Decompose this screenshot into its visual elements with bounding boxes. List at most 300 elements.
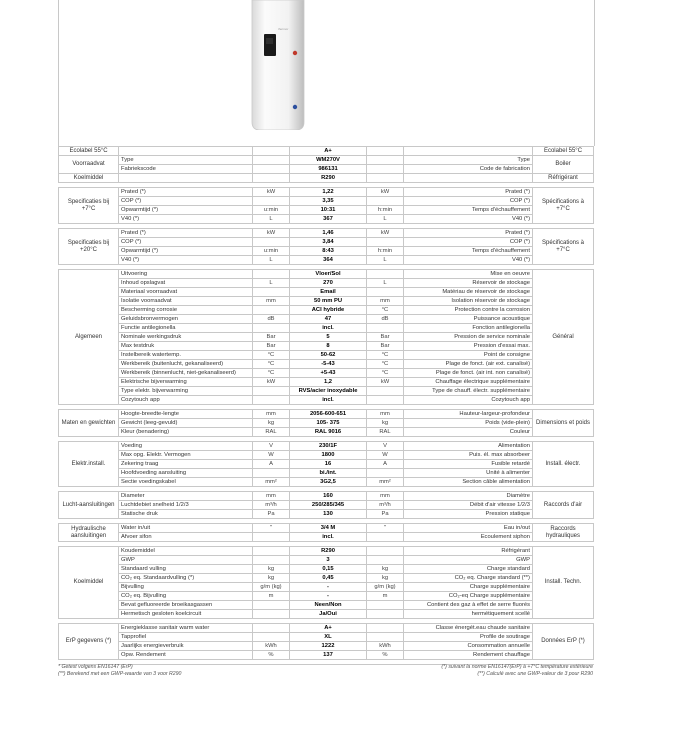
unit-nl: u:min [253,247,290,256]
label-nl: CO₂ eq. Bijvulling [119,592,253,601]
group-spec7-row [59,215,594,224]
label-fr: Pression de service nominale [404,333,533,342]
value-cell: Email [290,288,367,297]
label-fr: Couleur [404,428,533,437]
section-label-nl: Hydraulische aansluitingen [59,524,119,542]
label-fr: Profile de soutirage [404,633,533,642]
label-nl: Nominale werkingsdruk [119,333,253,342]
label-nl: Diameter [119,492,253,501]
unit-nl: Bar [253,342,290,351]
value-cell: 3/4 M [290,524,367,533]
label-fr: Alimentation [404,442,533,451]
label-fr: hermétiquement scellé [404,610,533,619]
section-label-nl: ErP gegevens (*) [59,624,119,660]
unit-fr [367,556,404,565]
label-fr: Consommation annuelle [404,642,533,651]
unit-nl: V [253,442,290,451]
group-spec20-row [59,229,594,238]
label-fr: Classe énergét.eau chaude sanitaire [404,624,533,633]
label-nl: Inhoud opslagvat [119,279,253,288]
group-elektr-row [59,478,594,487]
label-fr: Isolation réservoir de stockage [404,297,533,306]
value-cell: 986131 [290,165,367,174]
unit-nl: °C [253,360,290,369]
unit-nl: u:min [253,206,290,215]
group-algemeen-row [59,324,594,333]
group-spec20-row [59,256,594,265]
section-label-fr: Dimensions et poids [533,410,594,437]
group-algemeen-row [59,297,594,306]
label-fr: Plage de fonct. (air ext. canalisé) [404,360,533,369]
group-elektr-row [59,469,594,478]
section-label-fr: Général [533,270,594,405]
unit-fr: kg [367,419,404,428]
label-fr: Réfrigérant [404,547,533,556]
value-cell: +5-43 [290,369,367,378]
section-label-fr: Raccords d'air [533,492,594,519]
value-cell: 3,35 [290,197,367,206]
value-cell: incl. [290,533,367,542]
label-fr: Réservoir de stockage [404,279,533,288]
label-nl: Instelbereik watertemp. [119,351,253,360]
value-cell: Ja/Oui [290,610,367,619]
value-cell: 3 [290,556,367,565]
unit-fr: mm [367,492,404,501]
label-nl: GWP [119,556,253,565]
footnote-nl-1: * Getest volgens EN16147 (ErP) [58,664,133,670]
label-nl: Bijvulling [119,583,253,592]
group-algemeen-row [59,396,594,405]
unit-fr: kW [367,188,404,197]
label-nl: Water in/uit [119,524,253,533]
footnote-nl-2: (**) Berekend met een GWP-waarde van 3 voor R290 [58,671,182,677]
value-cell: incl. [290,396,367,405]
label-nl: Type [119,156,253,165]
section-label-fr: Ecolabel 55°C [533,147,594,156]
label-fr: Fonction antilegionella [404,324,533,333]
unit-nl [253,547,290,556]
group-maten-row [59,428,594,437]
blank-cell [367,147,404,156]
unit-nl [253,288,290,297]
unit-fr: kWh [367,642,404,651]
value-cell: 1,2 [290,378,367,387]
unit-fr [367,324,404,333]
unit-nl [253,165,290,174]
unit-nl: kg [253,574,290,583]
unit-nl: kg [253,419,290,428]
section-label-nl: Ecolabel 55°C [59,147,119,156]
group-koel-row [59,574,594,583]
label-fr: Cozytouch app [404,396,533,405]
label-fr: Code de fabrication [404,165,533,174]
section-label-fr: Spécifications à +7°C [533,229,594,265]
unit-nl: " [253,524,290,533]
label-fr: Puissance acoustique [404,315,533,324]
label-nl: Werkbereik (binnenlucht, niet-gekanaliseerd) [119,369,253,378]
label-nl: Max opg. Elektr. Vermogen [119,451,253,460]
unit-fr: L [367,279,404,288]
value-cell: 16 [290,460,367,469]
value-cell: 8 [290,342,367,351]
group-erp-row [59,642,594,651]
group-spec20-row [59,247,594,256]
label-nl: Afvoer sifon [119,533,253,542]
unit-nl: mm [253,492,290,501]
blank-cell [119,147,253,156]
group-algemeen-row [59,315,594,324]
value-cell: 367 [290,215,367,224]
group-algemeen-row [59,387,594,396]
unit-fr: Bar [367,333,404,342]
unit-nl: mm [253,297,290,306]
unit-fr: mm [367,410,404,419]
unit-fr: g/m (kg) [367,583,404,592]
unit-fr: h:min [367,247,404,256]
label-fr: Contient des gaz à effet de serre fluorés [404,601,533,610]
value-cell: 47 [290,315,367,324]
label-nl: CO₂ eq. Standaardvulling (*) [119,574,253,583]
value-cell: R290 [290,174,367,183]
section-label-fr: Données ErP (*) [533,624,594,660]
label-fr: Point de consigne [404,351,533,360]
label-nl: Voeding [119,442,253,451]
product-image-area [58,0,595,146]
value-cell: incl. [290,324,367,333]
label-nl: Bescherming corrosie [119,306,253,315]
value-cell: 10:31 [290,206,367,215]
unit-fr [367,533,404,542]
label-nl: Tapprofiel [119,633,253,642]
blank-cell [119,174,253,183]
unit-nl: kWh [253,642,290,651]
section-label-nl: Koelmiddel [59,547,119,619]
unit-nl: m [253,592,290,601]
label-fr: Charge supplémentaire [404,583,533,592]
label-fr: Rendement chauffage [404,651,533,660]
group-algemeen-row [59,342,594,351]
value-cell: 250/285/345 [290,501,367,510]
boiler-group-row [59,165,594,174]
value-cell: 8:43 [290,247,367,256]
unit-fr: Pa [367,510,404,519]
unit-fr: L [367,215,404,224]
unit-nl [253,624,290,633]
group-algemeen-row [59,360,594,369]
section-label-fr: Raccords hydrauliques [533,524,594,542]
unit-nl: kW [253,229,290,238]
label-nl: Bevat gefluoreerde broeikasgassen [119,601,253,610]
unit-fr: h:min [367,206,404,215]
value-cell: 50-62 [290,351,367,360]
section-label-nl: Algemeen [59,270,119,405]
unit-nl: m³/h [253,501,290,510]
label-nl: Opwarmtijd (*) [119,247,253,256]
section-label-fr: Boiler [533,156,594,174]
value-cell: 1,46 [290,229,367,238]
label-fr: Hauteur-largeur-profondeur [404,410,533,419]
section-label-nl: Specificaties bij +7°C [59,188,119,224]
unit-nl: °C [253,369,290,378]
value-cell: 137 [290,651,367,660]
section-label-fr: Spécifications à +7°C [533,188,594,224]
value-cell: Neen/Non [290,601,367,610]
label-fr: Plage de fonct. (air int. non canalisé) [404,369,533,378]
group-spec20-row [59,238,594,247]
label-nl: V40 (*) [119,256,253,265]
value-cell: 160 [290,492,367,501]
group-erp-row [59,633,594,642]
footnotes-fr [441,664,593,678]
unit-fr: dB [367,315,404,324]
label-nl: V40 (*) [119,215,253,224]
label-fr: COP (*) [404,197,533,206]
label-fr: Section câble alimentation [404,478,533,487]
value-cell: bi./int. [290,469,367,478]
unit-fr: kW [367,378,404,387]
label-nl: Max testdruk [119,342,253,351]
section-label-nl: Maten en gewichten [59,410,119,437]
unit-fr: kg [367,565,404,574]
group-lucht-row [59,501,594,510]
label-nl: Type elektr. bijverwarming [119,387,253,396]
group-algemeen-row [59,378,594,387]
label-nl: Uitvoering [119,270,253,279]
blank-cell [367,174,404,183]
unit-fr [367,396,404,405]
group-koel-row [59,547,594,556]
group-hydr-row [59,533,594,542]
unit-fr: W [367,451,404,460]
ecolabel-row [59,147,594,156]
label-nl: Opwarmtijd (*) [119,206,253,215]
section-label-nl: Lucht-aansluitingen [59,492,119,519]
group-algemeen-row [59,306,594,315]
blank-cell [404,174,533,183]
unit-fr: °C [367,351,404,360]
group-koel-row [59,610,594,619]
value-cell: - [290,592,367,601]
value-cell: 1800 [290,451,367,460]
label-nl: Fabriekscode [119,165,253,174]
label-nl: Kleur (benadering) [119,428,253,437]
label-fr: Protection contre la corrosion [404,306,533,315]
unit-fr: " [367,524,404,533]
label-nl: Statische druk [119,510,253,519]
label-fr: V40 (*) [404,215,533,224]
label-fr: CO₂ eq. Charge standard (**) [404,574,533,583]
value-cell: XL [290,633,367,642]
label-nl: Standaard vulling [119,565,253,574]
value-cell: ACI hybride [290,306,367,315]
unit-fr [367,288,404,297]
label-nl: Cozytouch app [119,396,253,405]
value-cell: 0,15 [290,565,367,574]
unit-nl: L [253,215,290,224]
group-koel-row [59,592,594,601]
value-cell: - [290,583,367,592]
unit-nl: °C [253,351,290,360]
label-nl: Opw. Rendement [119,651,253,660]
unit-fr: °C [367,360,404,369]
label-fr: Poids (vide-plein) [404,419,533,428]
value-cell: A+ [290,624,367,633]
unit-fr: m³/h [367,501,404,510]
label-fr: Temps d'échauffement [404,247,533,256]
unit-fr [367,238,404,247]
label-nl: Hermetisch gesloten koelcircuit [119,610,253,619]
value-cell: 270 [290,279,367,288]
value-cell: 2056-600-651 [290,410,367,419]
unit-fr [367,601,404,610]
value-cell: 3,84 [290,238,367,247]
label-nl: Elektrische bijverwarming [119,378,253,387]
label-nl: Geluidsbronvermogen [119,315,253,324]
group-spec7-row [59,188,594,197]
value-cell: 5 [290,333,367,342]
label-fr: Pression statique [404,510,533,519]
group-erp-row [59,651,594,660]
unit-nl: mm² [253,478,290,487]
value-cell: 1222 [290,642,367,651]
label-fr: Ecoulement siphon [404,533,533,542]
label-fr: Type de chauff. électr. supplémentaire [404,387,533,396]
group-maten-row [59,419,594,428]
label-fr: Prated (*) [404,188,533,197]
group-algemeen-row [59,279,594,288]
value-cell: Vloer/Sol [290,270,367,279]
unit-fr: V [367,442,404,451]
label-fr: Diamètre [404,492,533,501]
label-fr: COP (*) [404,238,533,247]
unit-fr [367,270,404,279]
unit-nl: kW [253,188,290,197]
label-fr: GWP [404,556,533,565]
unit-fr: RAL [367,428,404,437]
unit-nl: kg [253,565,290,574]
unit-fr [367,165,404,174]
label-fr: CO₂-eq Charge supplémentaire [404,592,533,601]
unit-fr: L [367,256,404,265]
unit-nl: Pa [253,510,290,519]
label-fr: Chauffage électrique supplémentaire [404,378,533,387]
unit-nl [253,610,290,619]
unit-nl [253,270,290,279]
unit-nl [253,387,290,396]
unit-fr: mm [367,297,404,306]
value-cell: 130 [290,510,367,519]
unit-fr [367,633,404,642]
unit-nl: g/m (kg) [253,583,290,592]
group-hydr-row [59,524,594,533]
unit-nl: RAL [253,428,290,437]
group-algemeen-row [59,270,594,279]
label-fr: Mise en oeuvre [404,270,533,279]
unit-fr [367,197,404,206]
unit-nl: L [253,256,290,265]
value-cell: 3G2,5 [290,478,367,487]
group-algemeen-row [59,369,594,378]
label-fr: V40 (*) [404,256,533,265]
unit-nl [253,238,290,247]
group-koel-row [59,565,594,574]
value-cell: R290 [290,547,367,556]
refrigerant-row [59,174,594,183]
group-erp-row [59,624,594,633]
unit-fr: kg [367,574,404,583]
unit-fr: A [367,460,404,469]
value-cell: WM270V [290,156,367,165]
label-nl: Jaarlijks energieverbruik [119,642,253,651]
unit-fr [367,387,404,396]
label-fr: Débit d'air vitesse 1/2/3 [404,501,533,510]
blank-cell [253,174,290,183]
unit-nl [253,601,290,610]
unit-nl: W [253,451,290,460]
blank-cell [253,147,290,156]
section-label-nl: Specificaties bij +20°C [59,229,119,265]
unit-nl [253,396,290,405]
section-label-nl: Voorraadvat [59,156,119,174]
label-fr: Fusible retardé [404,460,533,469]
label-nl: Koudemiddel [119,547,253,556]
unit-fr: mm² [367,478,404,487]
label-fr: Prated (*) [404,229,533,238]
label-fr: Temps d'échauffement [404,206,533,215]
group-algemeen-row [59,333,594,342]
label-fr: Matériau de réservoir de stockage [404,288,533,297]
value-cell: 50 mm PU [290,297,367,306]
unit-nl [253,197,290,206]
group-algemeen-row [59,288,594,297]
group-koel-row [59,583,594,592]
label-nl: Functie antilegionella [119,324,253,333]
unit-nl: kW [253,378,290,387]
label-nl: Prated (*) [119,188,253,197]
unit-fr: °C [367,306,404,315]
unit-nl [253,306,290,315]
value-cell: -5-43 [290,360,367,369]
label-nl: Hoogte-breedte-lengte [119,410,253,419]
section-label-nl: Elektr.install. [59,442,119,487]
group-spec7-row [59,197,594,206]
section-label-nl: Koelmiddel [59,174,119,183]
label-fr: Pression d'essai max. [404,342,533,351]
spec-table [58,146,594,665]
value-cell: 105- 375 [290,419,367,428]
unit-nl: L [253,279,290,288]
label-nl: Zekering traag [119,460,253,469]
label-nl: COP (*) [119,197,253,206]
footnotes-nl [58,664,181,678]
label-nl: Werkbereik (buitenlucht, gekanaliseerd) [119,360,253,369]
label-nl: Gewicht (leeg-gevuld) [119,419,253,428]
label-nl: Sectie voedingskabel [119,478,253,487]
boiler-image [248,0,308,130]
unit-nl: % [253,651,290,660]
group-spec7-row [59,206,594,215]
label-fr: Type [404,156,533,165]
value-cell: RAL 9016 [290,428,367,437]
section-label-fr: Réfrigérant [533,174,594,183]
unit-nl [253,324,290,333]
label-nl: Prated (*) [119,229,253,238]
unit-nl [253,469,290,478]
boiler-group-row [59,156,594,165]
group-elektr-row [59,451,594,460]
unit-nl [253,156,290,165]
value-cell: A+ [290,147,367,156]
